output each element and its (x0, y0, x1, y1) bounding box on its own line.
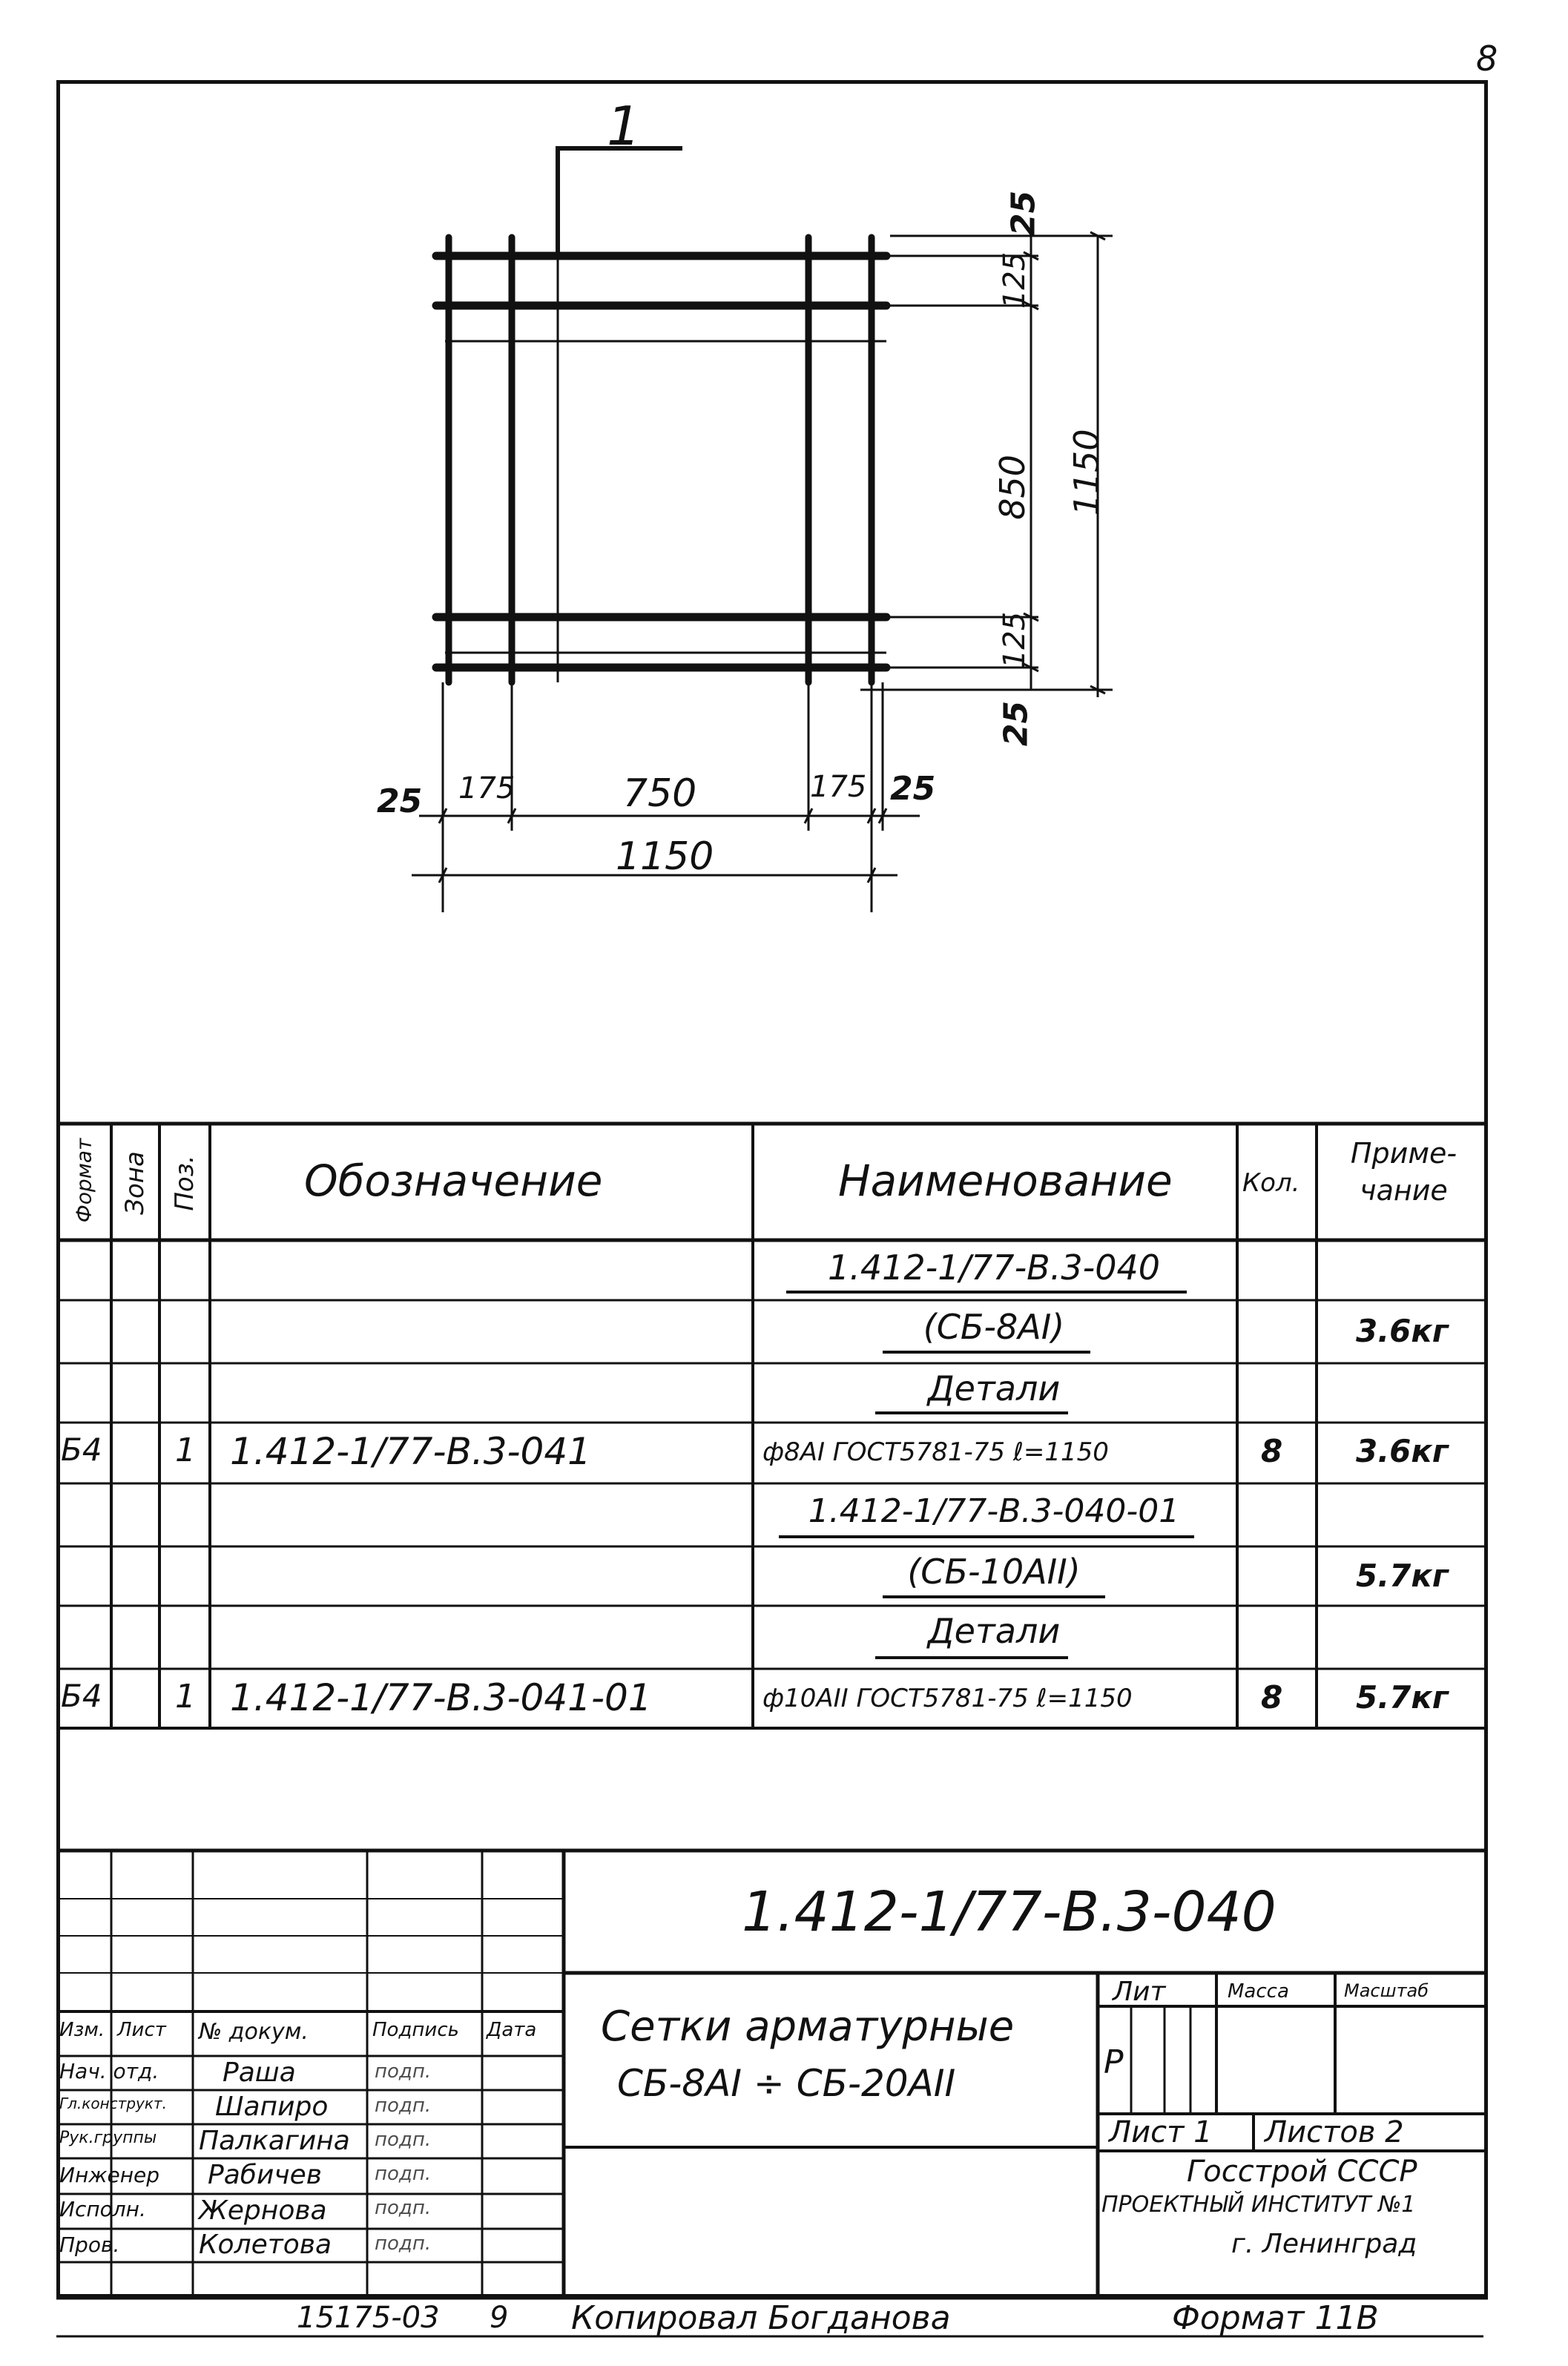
header-name: Наименование (838, 1156, 1173, 1206)
row4-note: 3.6кг (1356, 1433, 1449, 1469)
dim-right-125-top: 125 (998, 251, 1032, 309)
staff-name-6: Колетова (199, 2230, 332, 2260)
dim-bottom-25-right: 25 (890, 770, 936, 808)
sheets-label: Листов 2 (1265, 2115, 1404, 2149)
staff-name-3: Палкагина (199, 2126, 350, 2156)
scale-label: Масштаб (1344, 1980, 1429, 2001)
header-note: Приме-чание (1350, 1137, 1457, 1207)
row4-designation: 1.412-1/77-В.3-041 (230, 1430, 591, 1473)
row2-note: 3.6кг (1356, 1313, 1449, 1349)
dim-right-bottom-25: 25 (997, 700, 1035, 747)
org-line-2: ПРОЕКТНЫЙ ИНСТИТУТ №1 (1101, 2192, 1416, 2218)
footer-sheet-no: 9 (490, 2301, 509, 2335)
row6-note: 5.7кг (1356, 1558, 1449, 1594)
stamp-header-sign: Подпись (372, 2019, 459, 2041)
staff-role-5: Исполн. (59, 2197, 146, 2221)
staff-sign-4: подп. (375, 2163, 432, 2185)
row3-name: Детали (927, 1368, 1061, 1408)
staff-sign-1: подп. (375, 2060, 432, 2083)
row2-name: (СБ-8АI) (923, 1307, 1065, 1347)
row5-name: 1.412-1/77-В.3-040-01 (808, 1492, 1180, 1530)
sheet-label: Лист 1 (1109, 2115, 1213, 2149)
staff-sign-6: подп. (375, 2232, 432, 2255)
header-designation: Обозначение (304, 1156, 603, 1206)
row8-pos: 1 (175, 1678, 196, 1716)
staff-sign-2: подп. (375, 2095, 432, 2117)
doc-code: 1.412-1/77-В.3-040 (742, 1880, 1277, 1944)
staff-role-4: Инженер (59, 2163, 160, 2187)
row4-qty: 8 (1261, 1433, 1283, 1469)
footer-archive-number: 15175-03 (297, 2301, 440, 2335)
dim-bottom-175-right: 175 (810, 770, 867, 804)
dim-right-top-25: 25 (1004, 190, 1043, 237)
title-line-1: Сетки арматурные (601, 2003, 1015, 2051)
row4-format: Б4 (61, 1431, 102, 1468)
row8-qty: 8 (1261, 1679, 1283, 1716)
dim-bottom-750: 750 (623, 771, 697, 816)
footer-format: Формат 11В (1172, 2299, 1379, 2337)
row8-name: ф10АII ГОСТ5781-75 ℓ=1150 (762, 1684, 1133, 1713)
title-line-2: СБ-8АI ÷ СБ-20АII (617, 2062, 956, 2105)
row6-name: (СБ-10АII) (907, 1552, 1081, 1592)
row4-name: ф8АI ГОСТ5781-75 ℓ=1150 (762, 1437, 1109, 1467)
mass-label: Масса (1228, 1980, 1289, 2003)
lit-value: Р (1104, 2043, 1124, 2081)
staff-role-6: Пров. (59, 2232, 120, 2257)
header-pos: Поз. (170, 1155, 200, 1211)
dim-right-125-bottom: 125 (998, 611, 1032, 669)
staff-sign-3: подп. (375, 2129, 432, 2151)
staff-name-2: Шапиро (215, 2092, 329, 2122)
header-zone: Зона (120, 1151, 150, 1215)
staff-role-2: Гл.конструкт. (59, 2095, 167, 2112)
row8-note: 5.7кг (1356, 1679, 1449, 1716)
row8-format: Б4 (61, 1678, 102, 1714)
org-line-3: г. Ленинград (1231, 2229, 1417, 2259)
staff-role-3: Рук.группы (59, 2129, 157, 2147)
stamp-header-doc: № докум. (199, 2019, 309, 2045)
lit-label: Лит (1113, 1977, 1166, 2007)
stamp-header-date: Дата (487, 2019, 537, 2041)
staff-name-1: Раша (223, 2057, 296, 2088)
section-mark: 1 (607, 95, 641, 157)
row8-designation: 1.412-1/77-В.3-041-01 (230, 1676, 652, 1719)
dim-bottom-175-left: 175 (458, 771, 515, 805)
header-qty: Кол. (1242, 1168, 1300, 1198)
dim-bottom-1150: 1150 (616, 834, 714, 879)
row1-name: 1.412-1/77-В.3-040 (827, 1248, 1161, 1288)
row4-pos: 1 (175, 1431, 196, 1469)
stamp-header-list: Лист (117, 2019, 166, 2041)
dim-right-850: 850 (992, 455, 1032, 520)
dim-right-1150: 1150 (1067, 429, 1107, 516)
page-number: 8 (1476, 39, 1498, 79)
staff-role-1: Нач. отд. (59, 2059, 159, 2083)
staff-name-4: Рабичев (208, 2160, 323, 2190)
footer-copied-by: Копировал Богданова (571, 2299, 951, 2337)
header-format: Формат (71, 1138, 96, 1223)
row7-name: Детали (927, 1611, 1061, 1651)
staff-name-5: Жернова (199, 2195, 327, 2226)
staff-sign-5: подп. (375, 2197, 432, 2219)
stamp-header-izm: Изм. (59, 2019, 105, 2041)
dim-bottom-25-left: 25 (377, 782, 423, 820)
org-line-1: Госстрой СССР (1187, 2155, 1417, 2189)
